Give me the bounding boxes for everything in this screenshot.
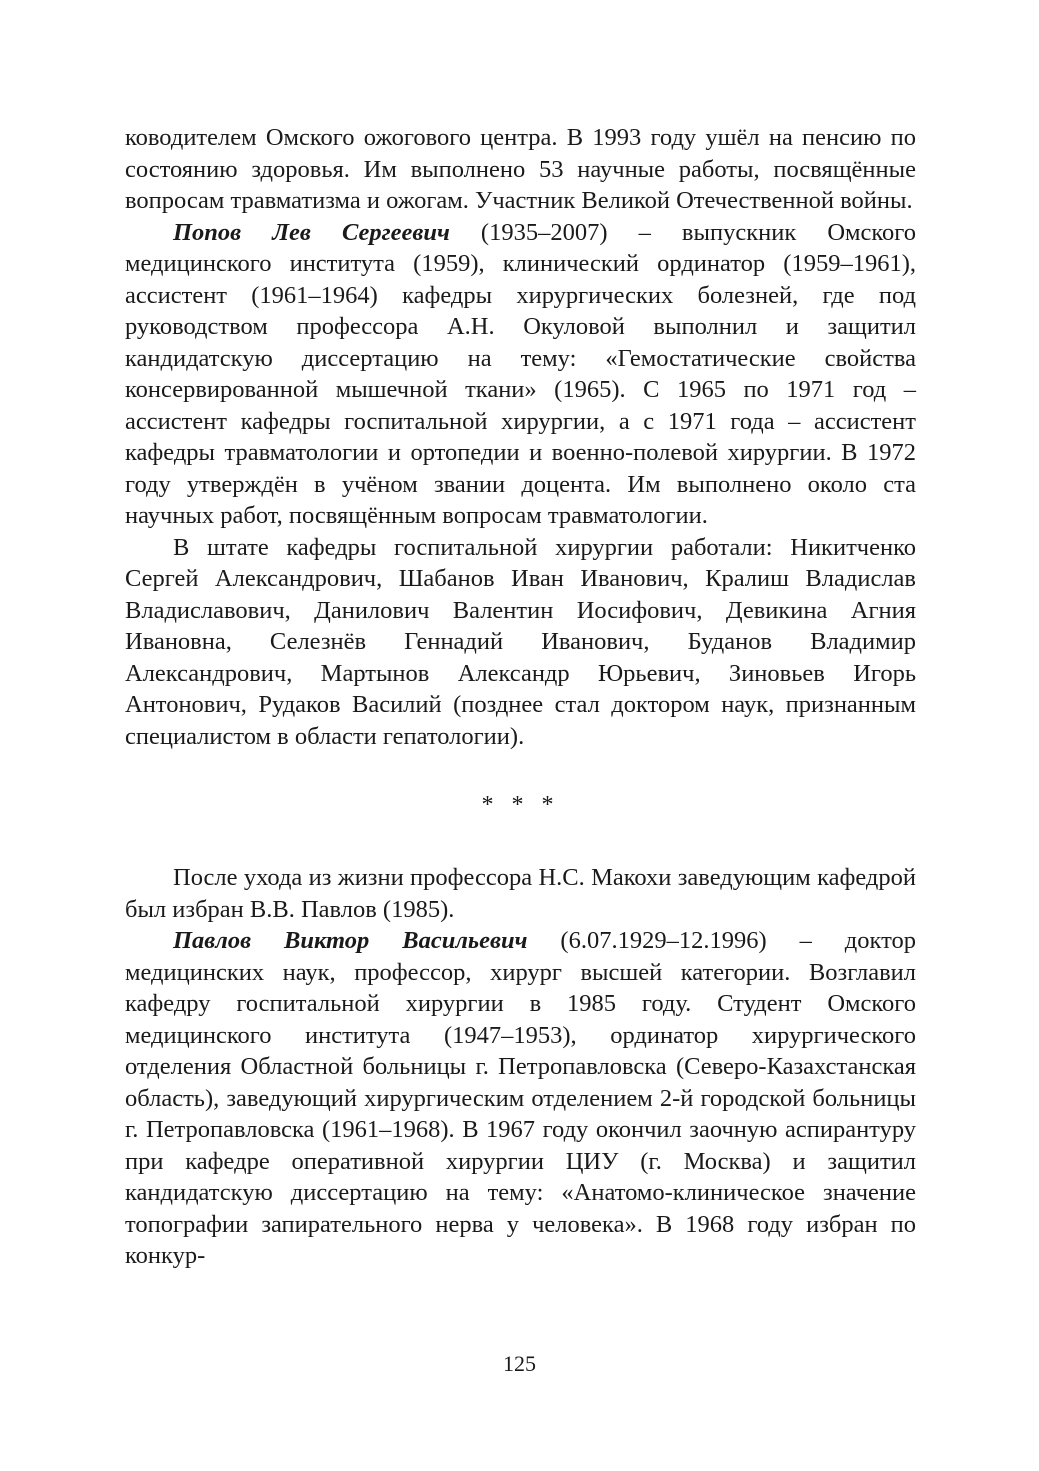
paragraph-text: ководителем Омского ожогового центра. В 1993 году ушёл на пенсию по состоянию здоровья. Им выполнено 53 научные работы, посвящённые вопросам травматизма и ожогам. Участник Великой Отечественной войны.: [125, 124, 916, 214]
paragraph-text: (6.07.1929–12.1996) – доктор медицинских наук, профессор, хирург высшей категории. Возглавил кафедру госпитальной хирургии в 1985 году. Студент Омского медицинского института (1947–1953), ординатор хирургического отделения Областной больницы г. Петропавловска (Северо-Казахстанская область), заведующий хирургическим отделением 2-й городской больницы г. Петропавловска (1961–1968). В 1967 году окончил заочную аспирантуру при кафедре оперативной хирургии ЦИУ (г. Москва) и защитил кандидатскую диссертацию на тему: «Анатомо-клиническое значение топографии запирательного нерва у человека». В 1968 году избран по конкур-: [125, 927, 916, 1269]
paragraph-text: (1935–2007) – выпускник Омского медицинского института (1959), клинический ординатор (1959–1961), ассистент (1961–1964) кафедры хирургических болезней, где под руководством профессора А.Н. Окуловой выполнил и защитил кандидатскую диссертацию на тему: «Гемостатические свойства консервированной мышечной ткани» (1965). С 1965 по 1971 год – ассистент кафедры госпитальной хирургии, а с 1971 года – ассистент кафедры травматологии и ортопедии и военно-полевой хирургии. В 1972 году утверждён в учёном звании доцента. Им выполнено около ста научных работ, посвящённым вопросам травматологии.: [125, 218, 916, 529]
paragraph-popov-biography: [125, 217, 916, 532]
paragraph-head-election: [125, 862, 916, 925]
section-separator: * * *: [481, 792, 560, 818]
paragraph-staff-list: [125, 532, 916, 753]
paragraph-continuation: [125, 122, 916, 217]
page-number: 125: [503, 1351, 536, 1376]
page-body: [125, 122, 916, 1272]
paragraph-text: В штате кафедры госпитальной хирургии работали: Никитченко Сергей Александрович, Шабанов Иван Иванович, Кралиш Владислав Владиславович, Данилович Валентин Иосифович, Девикина Агния Ивановна, Селезнёв Геннадий Иванович, Буданов Владимир Александрович, Мартынов Александр Юрьевич, Зиновьев Игорь Антонович, Рудаков Василий (позднее стал доктором наук, признанным специалистом в области гепатологии).: [125, 533, 916, 750]
person-name-pavlov: Павлов Виктор Васильевич: [173, 927, 528, 954]
person-name-popov: Попов Лев Сергеевич: [173, 218, 450, 246]
paragraph-pavlov-biography: [125, 925, 916, 1272]
paragraph-text: После ухода из жизни профессора Н.С. Макохи заведующим кафедрой был избран В.В. Павлов (1985).: [125, 864, 916, 923]
